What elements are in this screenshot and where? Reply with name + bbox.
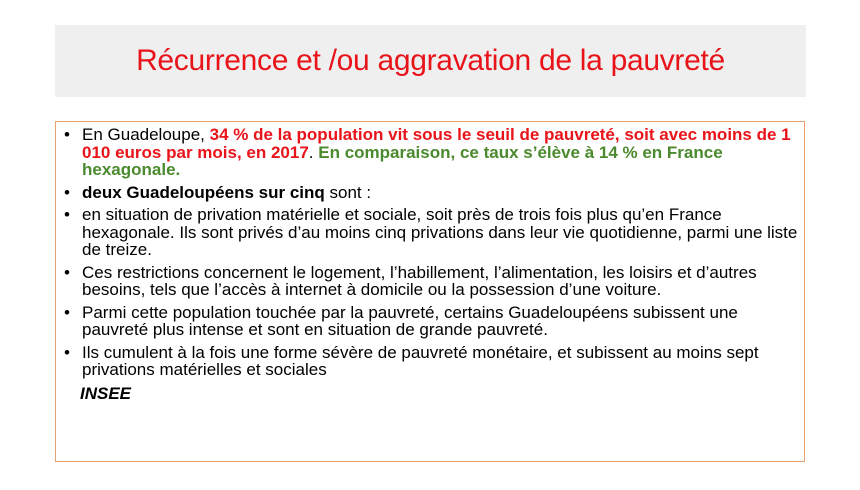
title-band bbox=[55, 25, 806, 97]
bullet-text-sep: . bbox=[308, 142, 319, 162]
bullet-item-restrictions bbox=[62, 264, 798, 299]
bullet-text: Parmi cette population touchée par la pauvreté, certains Guadeloupéens subissent une pauvreté plus intense et sont en situation de grande pauvreté. bbox=[82, 302, 738, 339]
bullet-item-cumulative bbox=[62, 344, 798, 379]
content-box bbox=[55, 121, 805, 462]
bullet-text: en situation de privation matérielle et sociale, soit près de trois fois plus qu’en France hexagonale. Ils sont privés d’au moins cinq privations dans leur vie quotidienne, parmi une liste de treize. bbox=[82, 205, 798, 259]
bullet-text-intro: En Guadeloupe, bbox=[82, 125, 210, 144]
bullet-text-poverty-figure: 34 % de la population vit sous le seuil de pauvreté, soit avec moins de 1 010 euros par mois, en 2017 bbox=[82, 125, 791, 162]
bullet-icon: • bbox=[64, 205, 70, 224]
bullet-list bbox=[62, 126, 798, 379]
bullet-text-comparison: En comparaison, ce taux s’élève à 14 % en France hexagonale. bbox=[82, 142, 723, 179]
bullet-text: Ces restrictions concernent le logement, l’habillement, l’alimentation, les loisirs et d’autres besoins, tels que l’accès à internet à domicile ou la possession d’une voiture. bbox=[82, 262, 757, 299]
bullet-item-deprivation bbox=[62, 206, 798, 259]
bullet-icon: • bbox=[64, 342, 70, 362]
bullet-item-great-poverty bbox=[62, 304, 798, 339]
bullet-icon: • bbox=[64, 262, 70, 282]
bullet-text-bold: deux Guadeloupéens sur cinq bbox=[82, 182, 325, 202]
source-label: INSEE bbox=[80, 383, 132, 403]
bullet-icon: • bbox=[64, 125, 70, 144]
bullet-text: sont : bbox=[324, 182, 372, 202]
bullet-item-poverty-rate bbox=[62, 126, 798, 179]
slide-title: Récurrence et /ou aggravation de la pauvreté bbox=[136, 44, 725, 77]
bullet-icon: • bbox=[64, 182, 70, 202]
bullet-icon: • bbox=[64, 302, 70, 322]
bullet-text: Ils cumulent à la fois une forme sévère de pauvreté monétaire, et subissent au moins sept privations matérielles et sociales bbox=[82, 342, 759, 379]
bullet-item-two-in-five bbox=[62, 184, 798, 202]
